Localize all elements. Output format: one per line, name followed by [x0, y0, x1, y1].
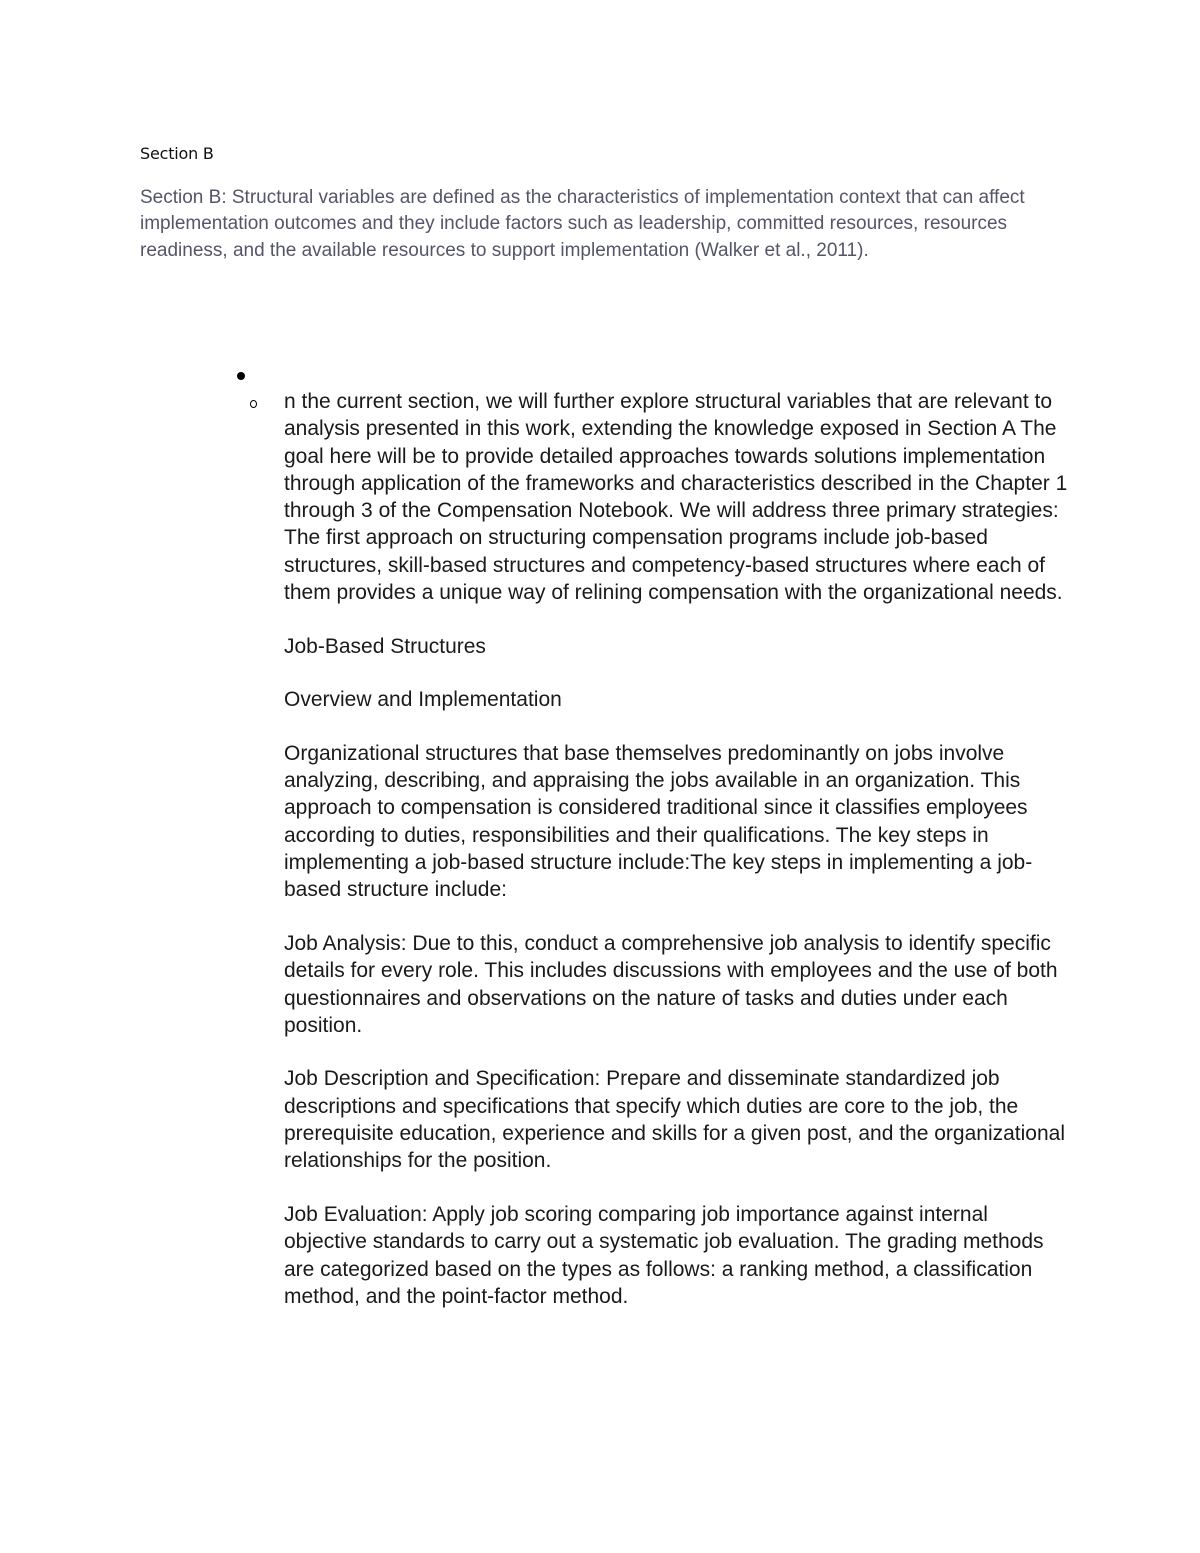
paragraph-job-description: Job Description and Specification: Prepare and disseminate standardized job descriptions and specifications that specify which duties are core to the job, the prerequisite education, experience and skills for a given post, and the organizational relationships for the position.: [284, 1067, 1065, 1173]
paragraph-organizational-structures: Organizational structures that base themselves predominantly on jobs involve analyzing, describing, and appraising the jobs available in an organization. This approach to compensation is considered traditional since it classifies employees according to duties, responsibilities and their qualifications. The key steps in implementing a job-based structure include:The key steps in implementing a job-based structure include:: [284, 741, 1033, 902]
body-text: [284, 388, 1074, 1336]
section-label: Section B: [140, 144, 214, 163]
intro-body-paragraph: n the current section, we will further explore structural variables that are relevant to analysis presented in this work, extending the knowledge exposed in Section A The goal here will be to provide detailed approaches towards solutions implementation through application of the frameworks and characteristics described in the Chapter 1 through 3 of the Compensation Notebook. We will address three primary strategies: The first approach on structuring compensation programs include job-based structures, skill-based structures and competency-based structures where each of them provides a unique way of relining compensation with the organizational needs.: [284, 390, 1068, 605]
heading-job-based-structures: Job-Based Structures: [284, 634, 486, 658]
bullet-dot-icon: [237, 372, 245, 380]
intro-paragraph: Section B: Structural variables are defined as the characteristics of implementation context that can affect implementation outcomes and they include factors such as leadership, committed resources, resources readiness, and the available resources to support implementation (Walker et al., 2011).: [140, 187, 1025, 261]
bullet-circle-icon: [250, 400, 257, 408]
paragraph-job-analysis: Job Analysis: Due to this, conduct a comprehensive job analysis to identify specific details for every role. This includes discussions with employees and the use of both questionnaires and observations on the nature of tasks and duties under each position.: [284, 931, 1058, 1037]
paragraph-job-evaluation: Job Evaluation: Apply job scoring comparing job importance against internal objective standards to carry out a systematic job evaluation. The grading methods are categorized based on the types as follows: a ranking method, a classification method, and the point-factor method.: [284, 1202, 1044, 1308]
subheading-overview-implementation: Overview and Implementation: [284, 688, 562, 712]
